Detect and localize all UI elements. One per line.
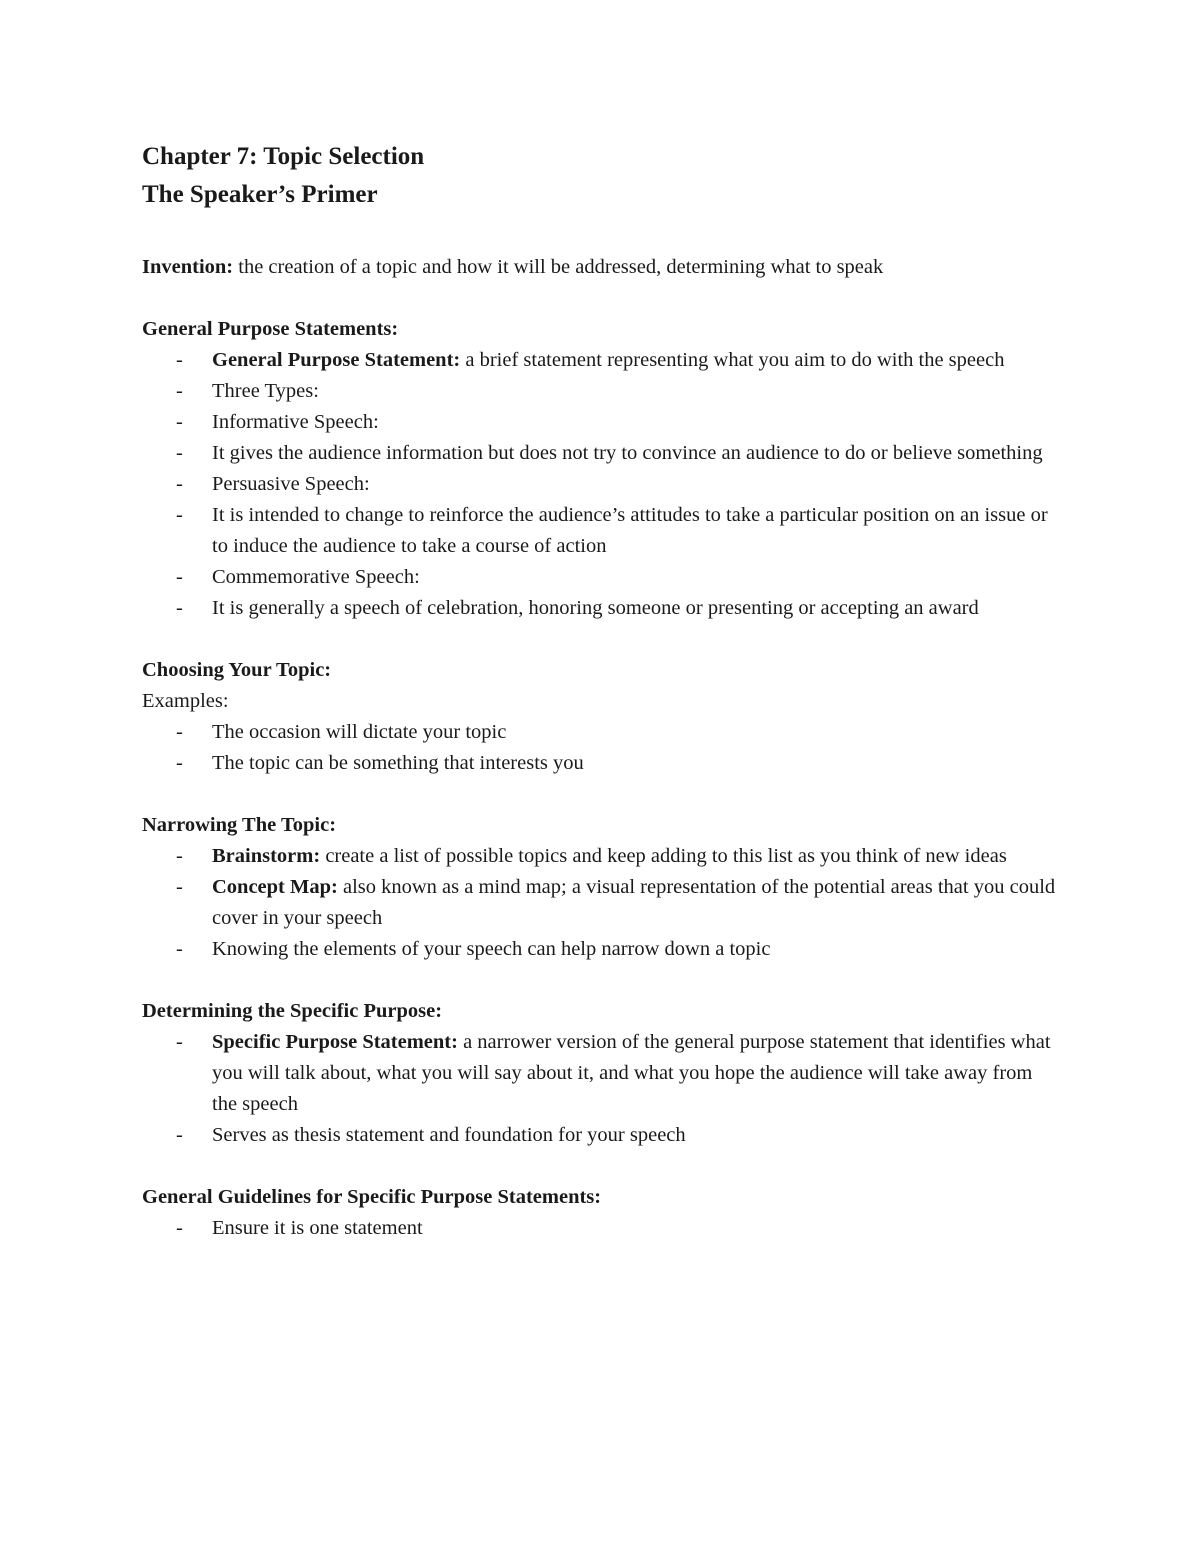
type-persuasive: Persuasive Speech: — [212, 473, 370, 495]
list-item: - Brainstorm: create a list of possible topics and keep adding to this list as you think of new ideas — [212, 841, 1062, 872]
specific-purpose-list — [142, 1027, 1062, 1151]
list-item: - The occasion will dictate your topic — [212, 717, 1062, 748]
speech-types-list — [212, 407, 1062, 624]
concept-map-term: Concept Map: — [212, 876, 338, 898]
invention-definition — [142, 252, 1062, 283]
list-item — [212, 376, 1062, 624]
general-purpose-term: General Purpose Statement: — [212, 349, 461, 371]
specific-purpose-term: Specific Purpose Statement: — [212, 1031, 458, 1053]
types-list — [212, 376, 1062, 624]
choosing-heading: Choosing Your Topic: — [142, 659, 332, 681]
list-item: - Specific Purpose Statement: a narrower version of the general purpose statement that identifies what you will talk about, what you will say about it, and what you hope the audience will take away from the speech - Serves as thesis statement and foundation for your speech — [212, 1027, 1062, 1151]
list-item: - Serves as thesis statement and foundation for your speech — [212, 1120, 1062, 1151]
list-item: - It gives the audience information but does not try to convince an audience to do or believe something — [212, 438, 1062, 469]
list-item — [212, 469, 1062, 562]
list-item: - General Purpose Statement: a brief statement representing what you aim to do with the speech - Three Types: - Informative Speech: - It gives the audience information but does not try to convince an audience to do or believe something - Persuasive Speech: - It is intended to change to reinforce the audience’s attitudes to take a particular position on an issue or to induce the audience to take a course of action - Commemorative Speech: - It is generally a speech of celebration, honoring someone or presenting or accepting an award — [212, 345, 1062, 624]
list-item: - The topic can be something that interests you — [212, 748, 1062, 779]
type-commemorative: Commemorative Speech: — [212, 566, 420, 588]
guidelines-heading: General Guidelines for Specific Purpose Statements: — [142, 1186, 602, 1208]
specific-purpose-section — [142, 996, 1062, 1151]
list-item — [212, 562, 1062, 624]
title-block — [142, 138, 1062, 214]
invention-text: the creation of a topic and how it will be addressed, determining what to speak — [233, 256, 884, 278]
list-item: - It is intended to change to reinforce the audience’s attitudes to take a particular position on an issue or to induce the audience to take a course of action — [212, 500, 1062, 562]
narrowing-section — [142, 810, 1062, 965]
specific-purpose-heading: Determining the Specific Purpose: — [142, 1000, 443, 1022]
narrowing-heading: Narrowing The Topic: — [142, 814, 337, 836]
examples-label: Examples: — [142, 690, 229, 712]
general-purpose-list — [142, 345, 1062, 624]
brainstorm-term: Brainstorm: — [212, 845, 321, 867]
invention-section — [142, 252, 1062, 283]
chapter-title: Chapter 7: Topic Selection — [142, 143, 425, 170]
invention-term: Invention: — [142, 256, 234, 278]
document-page — [142, 138, 1062, 1244]
guidelines-section — [142, 1182, 1062, 1244]
list-item: - Ensure it is one statement — [212, 1213, 1062, 1244]
list-item: - It is generally a speech of celebration, honoring someone or presenting or accepting an award — [212, 593, 1062, 624]
choosing-section — [142, 655, 1062, 779]
choosing-list — [142, 717, 1062, 779]
guidelines-list — [142, 1213, 1062, 1244]
list-item — [212, 407, 1062, 469]
types-label: Three Types: — [212, 380, 319, 402]
type-informative: Informative Speech: — [212, 411, 379, 433]
book-title: The Speaker’s Primer — [142, 181, 378, 208]
general-purpose-heading: General Purpose Statements: — [142, 318, 399, 340]
narrowing-list — [142, 841, 1062, 965]
general-purpose-section — [142, 314, 1062, 624]
list-item: - Knowing the elements of your speech can help narrow down a topic — [212, 934, 1062, 965]
list-item: - Concept Map: also known as a mind map; a visual representation of the potential areas that you could cover in your speech — [212, 872, 1062, 934]
